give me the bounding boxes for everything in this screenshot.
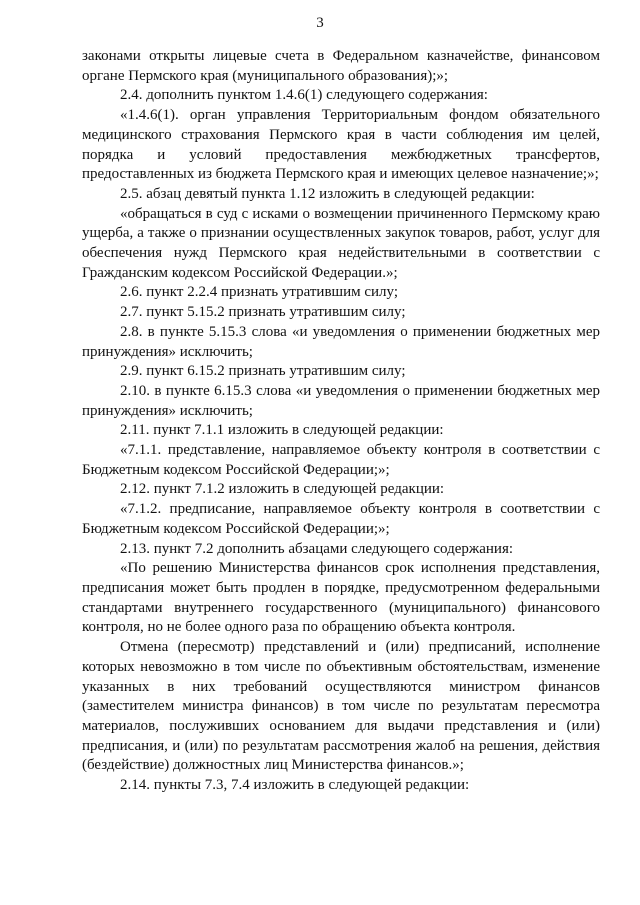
paragraph: 2.8. в пункте 5.15.3 слова «и уведомления о применении бюджетных мер принуждения» исключить; [82, 323, 600, 360]
paragraph: 2.7. пункт 5.15.2 признать утратившим силу; [120, 304, 406, 321]
page-number: 3 [316, 15, 324, 31]
paragraph: Отмена (пересмотр) представлений и (или) предписаний, исполнение которых невозможно в том числе по объективным обстоятельствам, изменение указанных в них требований осуществляются министром финансов (заместителем министра финансов) в том числе по результатам пересмотра материалов, послуживших основанием для выдачи представления и (или) предписания, и (или) по результатам рассмотрения жалоб на решения, действия (бездействие) должностных лиц Министерства финансов.»; [82, 639, 600, 774]
paragraph: 2.14. пункты 7.3, 7.4 изложить в следующей редакции: [120, 777, 470, 794]
paragraph: «7.1.2. предписание, направляемое объекту контроля в соответствии с Бюджетным кодексом Российской Федерации;»; [82, 501, 600, 537]
paragraph: 2.11. пункт 7.1.1 изложить в следующей редакции: [120, 422, 444, 439]
paragraph: «7.1.1. представление, направляемое объекту контроля в соответствии с Бюджетным кодексом Российской Федерации;»; [82, 442, 600, 478]
paragraph: 2.5. абзац девятый пункта 1.12 изложить в следующей редакции: [120, 185, 535, 202]
paragraph: 2.13. пункт 7.2 дополнить абзацами следующего содержания: [120, 540, 514, 557]
paragraph: 2.9. пункт 6.15.2 признать утратившим силу; [120, 363, 406, 380]
paragraph: законами открыты лицевые счета в Федеральном казначействе, финансовом органе Пермского края (муниципального образования);»; [82, 48, 600, 84]
paragraph: «1.4.6(1). орган управления Территориальным фондом обязательного медицинского страхования Пермского края в части соблюдения им целей, порядка и условий предоставления межбюджетных трансфертов, предоставленных из бюджета Пермского края и имеющих целевое назначение;»; [82, 107, 600, 183]
document-body [82, 47, 600, 796]
paragraph: «По решению Министерства финансов срок исполнения представления, предписания может быть продлен в порядке, предусмотренном федеральными стандартами внутреннего государственного (муниципального) финансового контроля, но не более одного раза по обращению объекта контроля. [82, 560, 600, 636]
paragraph: 2.4. дополнить пунктом 1.4.6(1) следующего содержания: [120, 87, 488, 104]
paragraph: 2.12. пункт 7.1.2 изложить в следующей редакции: [120, 481, 445, 498]
paragraph: 2.6. пункт 2.2.4 признать утратившим силу; [120, 284, 399, 301]
paragraph: 2.10. в пункте 6.15.3 слова «и уведомления о применении бюджетных мер принуждения» исключить; [82, 382, 600, 419]
paragraph: «обращаться в суд с исками о возмещении причиненного Пермскому краю ущерба, а также о признании осуществленных закупок товаров, работ, услуг для обеспечения нужд Пермского края недействительными в соответствии с Гражданским кодексом Российской Федерации.»; [82, 205, 600, 281]
